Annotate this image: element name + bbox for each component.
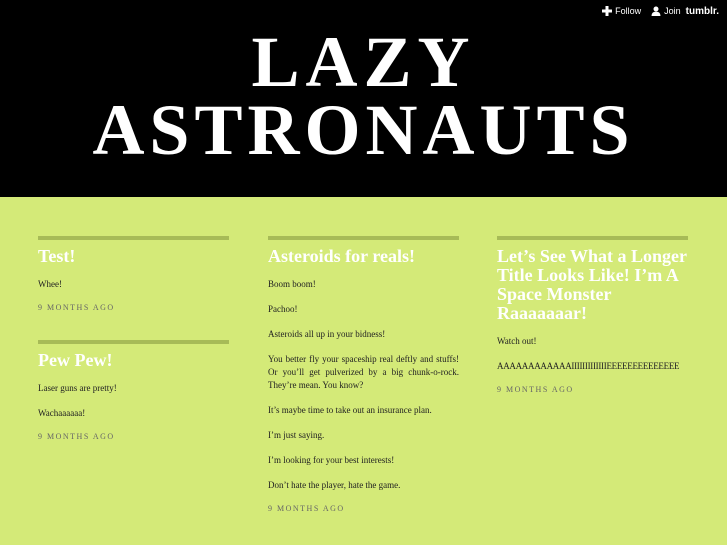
- post-asteroids: [268, 236, 459, 513]
- post-body: Don’t hate the player, hate the game.: [268, 480, 401, 490]
- blog-title-line2[interactable]: ASTRONAUTS: [92, 90, 635, 170]
- post-body: It’s maybe time to take out an insurance plan.: [268, 405, 432, 415]
- permalink[interactable]: 9 MONTHS AGO: [38, 303, 115, 312]
- post-body: I’m just saying.: [268, 430, 325, 440]
- post-timestamp: [38, 432, 229, 441]
- join-label: Join: [664, 6, 681, 16]
- post-test: [38, 236, 229, 312]
- tumblr-logo[interactable]: tumblr.: [685, 5, 719, 17]
- tumblr-controls: [602, 4, 719, 18]
- post-body: Watch out!: [497, 336, 537, 346]
- post-column-1: [38, 236, 229, 469]
- permalink[interactable]: 9 MONTHS AGO: [268, 504, 345, 513]
- post-title[interactable]: Test!: [38, 246, 76, 266]
- permalink[interactable]: 9 MONTHS AGO: [497, 385, 574, 394]
- person-icon: [651, 6, 661, 16]
- follow-label: Follow: [615, 6, 642, 16]
- post-timestamp: [38, 303, 229, 312]
- post-title[interactable]: Asteroids for reals!: [268, 246, 415, 266]
- permalink[interactable]: 9 MONTHS AGO: [38, 432, 115, 441]
- post-space-monster: [497, 236, 688, 394]
- post-body: Asteroids all up in your bidness!: [268, 329, 386, 339]
- post-column-3: [497, 236, 688, 422]
- post-body: AAAAAAAAAAAAIIIIIIIIIIIIIEEEEEEEEEEEEEE: [497, 361, 680, 371]
- post-timestamp: [497, 385, 688, 394]
- post-title[interactable]: Pew Pew!: [38, 350, 113, 370]
- blog-header: [0, 0, 727, 197]
- post-column-2: [268, 236, 459, 541]
- post-body: I’m looking for your best interests!: [268, 455, 395, 465]
- post-body: Whee!: [38, 279, 62, 289]
- post-timestamp: [268, 504, 459, 513]
- follow-button[interactable]: [602, 6, 641, 16]
- plus-icon: [602, 6, 612, 16]
- post-title[interactable]: Let’s See What a Longer Title Looks Like! I’m A Space Monster Raaaaaaar!: [497, 246, 687, 323]
- post-body: You better fly your spaceship real deftly and stuffs! Or you’ll get pulverized by a big chunk-o-rock. They’re mean. You know?: [268, 354, 459, 390]
- post-body: Boom boom!: [268, 279, 316, 289]
- join-button[interactable]: [651, 6, 719, 17]
- post-body: Pachoo!: [268, 304, 298, 314]
- post-body: Wachaaaaaa!: [38, 408, 86, 418]
- blog-title-line1[interactable]: LAZY: [251, 22, 476, 102]
- post-body: Laser guns are pretty!: [38, 383, 117, 393]
- post-pew-pew: [38, 340, 229, 441]
